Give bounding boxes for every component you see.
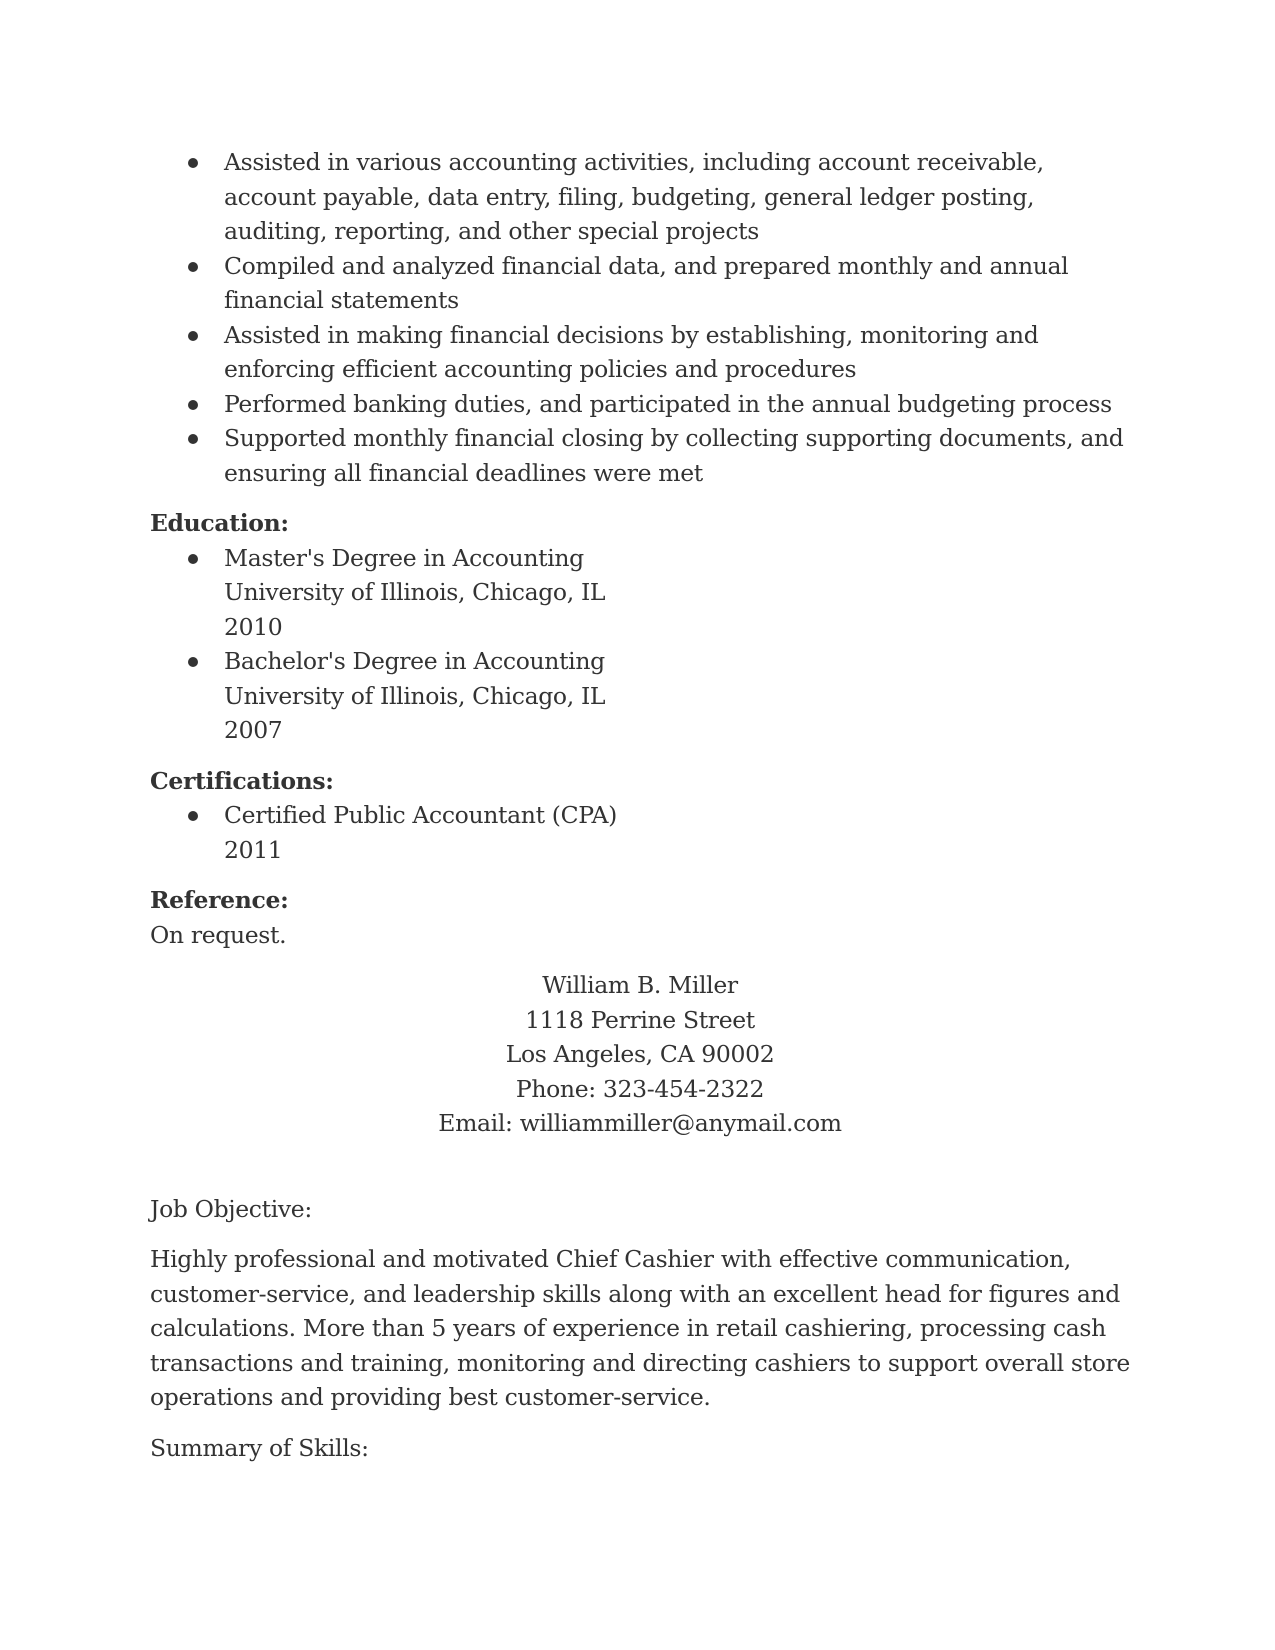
reference-heading: Reference:	[150, 886, 289, 914]
bullet-icon	[188, 400, 198, 410]
contact-phone: Phone: 323-454-2322	[515, 1074, 765, 1103]
education-item	[150, 644, 1130, 748]
school-name: University of Illinois, Chicago, IL	[224, 681, 606, 710]
bullet-icon	[188, 554, 198, 564]
bullet-icon	[188, 262, 198, 272]
list-item: Supported monthly financial closing by collecting supporting documents, and ensuring all financial deadlines were met	[150, 421, 1130, 490]
graduation-year: 2007	[224, 716, 283, 744]
certification-name: Certified Public Accountant (CPA)	[224, 801, 617, 829]
resume-content	[150, 145, 1130, 1465]
bullet-icon	[188, 158, 198, 168]
bullet-icon	[188, 811, 198, 821]
education-item	[150, 541, 1130, 645]
education-heading: Education:	[150, 509, 289, 537]
contact-street: 1118 Perrine Street	[525, 1005, 755, 1034]
degree-name: Master's Degree in Accounting	[224, 543, 584, 572]
degree-name: Bachelor's Degree in Accounting	[224, 647, 605, 675]
contact-email: Email: williammiller@anymail.com	[438, 1109, 842, 1137]
graduation-year: 2010	[224, 612, 283, 641]
list-item: Performed banking duties, and participated in the annual budgeting process	[150, 387, 1130, 422]
skills-summary-label: Summary of Skills:	[150, 1433, 369, 1462]
job-objective-text: Highly professional and motivated Chief Cashier with effective communication, customer-service, and leadership skills along with an excellent head for figures and calculations. More than 5 years of experience in retail cashiering, processing cash transactions and training, monitoring and directing cashiers to support overall store operations and providing best customer-service.	[150, 1245, 1130, 1411]
list-item: Assisted in various accounting activities, including account receivable, account payable, data entry, filing, budgeting, general ledger posting, auditing, reporting, and other special projects	[150, 145, 1130, 249]
contact-name: William B. Miller	[542, 971, 738, 999]
certifications-list	[150, 798, 1130, 867]
job-objective-label: Job Objective:	[150, 1194, 312, 1223]
list-item: Assisted in making financial decisions by establishing, monitoring and enforcing efficient accounting policies and procedures	[150, 318, 1130, 387]
contact-block	[150, 968, 1130, 1141]
bullet-icon	[188, 434, 198, 444]
list-item: Compiled and analyzed financial data, and prepared monthly and annual financial statements	[150, 249, 1130, 318]
experience-list	[150, 145, 1130, 490]
contact-city: Los Angeles, CA 90002	[505, 1040, 775, 1068]
education-list	[150, 541, 1130, 748]
certifications-heading: Certifications:	[150, 766, 334, 795]
school-name: University of Illinois, Chicago, IL	[224, 578, 606, 606]
bullet-icon	[188, 657, 198, 667]
bullet-icon	[188, 331, 198, 341]
certification-item	[150, 798, 1130, 867]
certification-year: 2011	[224, 835, 283, 864]
reference-text: On request.	[150, 920, 287, 949]
